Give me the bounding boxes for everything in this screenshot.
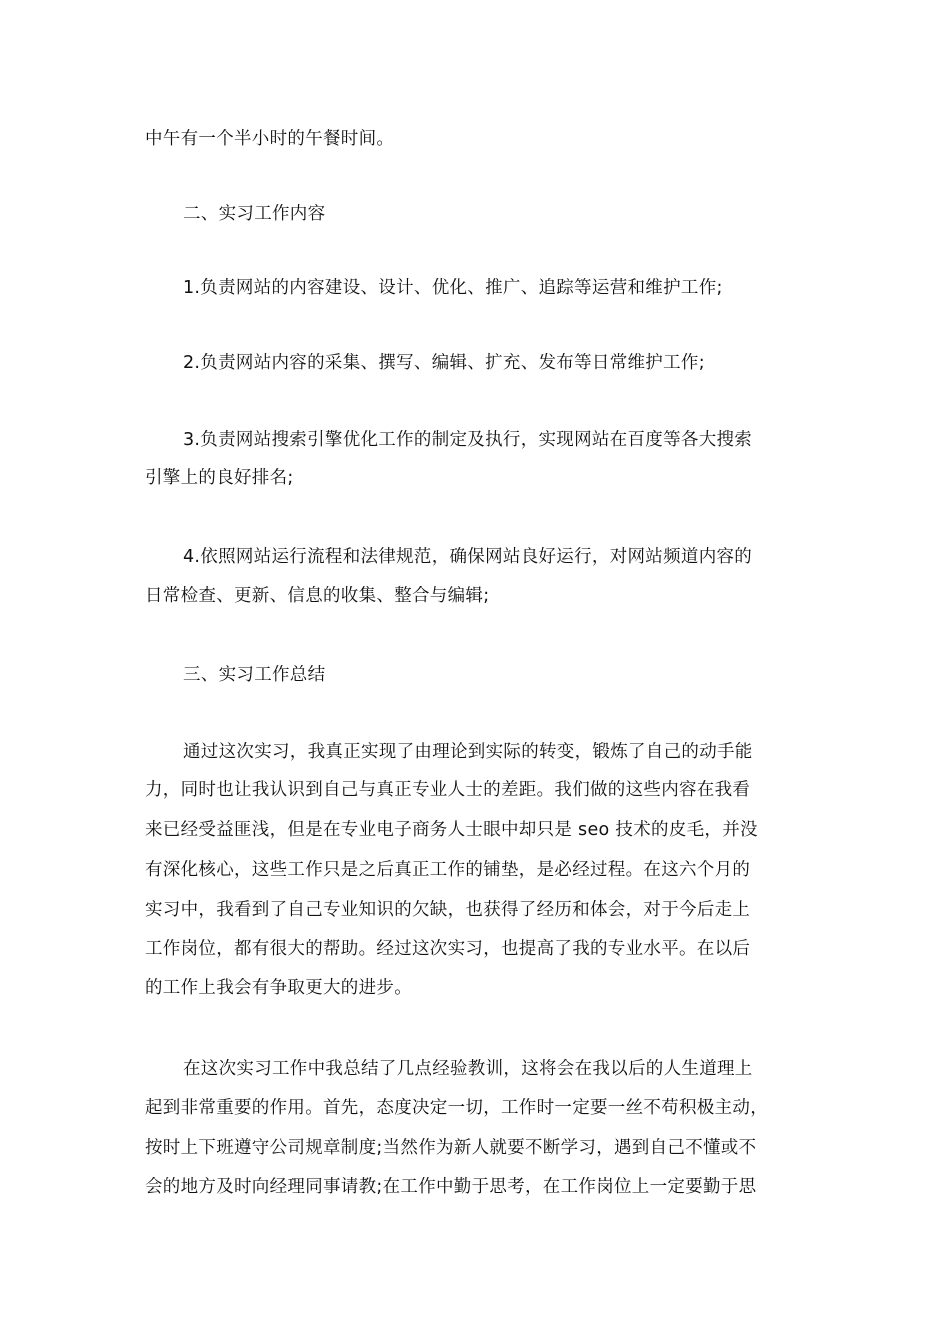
paragraph-line: 按时上下班遵守公司规章制度;当然作为新人就要不断学习，遇到自己不懂或不 [145, 1138, 757, 1158]
paragraph-line: 会的地方及时向经理同事请教;在工作中勤于思考，在工作岗位上一定要勤于思 [145, 1177, 757, 1197]
list-item: 4.依照网站运行流程和法律规范，确保网站良好运行，对网站频道内容的 [183, 547, 753, 567]
paragraph-line: 有深化核心，这些工作只是之后真正工作的铺垫，是必经过程。在这六个月的 [145, 860, 751, 880]
paragraph-line: 起到非常重要的作用。首先，态度决定一切，工作时一定要一丝不苟积极主动， [145, 1098, 768, 1118]
paragraph-line: 的工作上我会有争取更大的进步。 [145, 978, 412, 998]
paragraph-line: 通过这次实习，我真正实现了由理论到实际的转变，锻炼了自己的动手能 [183, 742, 753, 762]
section-heading: 三、实习工作总结 [183, 665, 326, 685]
list-item: 1.负责网站的内容建设、设计、优化、推广、追踪等运营和维护工作; [183, 278, 723, 298]
list-item-continuation: 引擎上的良好排名; [145, 468, 294, 488]
paragraph-line: 在这次实习工作中我总结了几点经验教训，这将会在我以后的人生道理上 [183, 1059, 753, 1079]
paragraph-line: 来已经受益匪浅，但是在专业电子商务人士眼中却只是 seo 技术的皮毛，并没 [145, 820, 758, 840]
paragraph-line: 工作岗位，都有很大的帮助。经过这次实习，也提高了我的专业水平。在以后 [145, 939, 751, 959]
list-item: 3.负责网站搜索引擎优化工作的制定及执行，实现网站在百度等各大搜索 [183, 430, 753, 450]
list-item: 2.负责网站内容的采集、撰写、编辑、扩充、发布等日常维护工作; [183, 353, 705, 373]
section-heading: 二、实习工作内容 [183, 204, 326, 224]
paragraph-line: 实习中，我看到了自己专业知识的欠缺，也获得了经历和体会，对于今后走上 [145, 900, 751, 920]
list-item-continuation: 日常检查、更新、信息的收集、整合与编辑; [145, 586, 490, 606]
paragraph-line: 中午有一个半小时的午餐时间。 [145, 129, 395, 149]
paragraph-line: 力，同时也让我认识到自己与真正专业人士的差距。我们做的这些内容在我看 [145, 780, 751, 800]
